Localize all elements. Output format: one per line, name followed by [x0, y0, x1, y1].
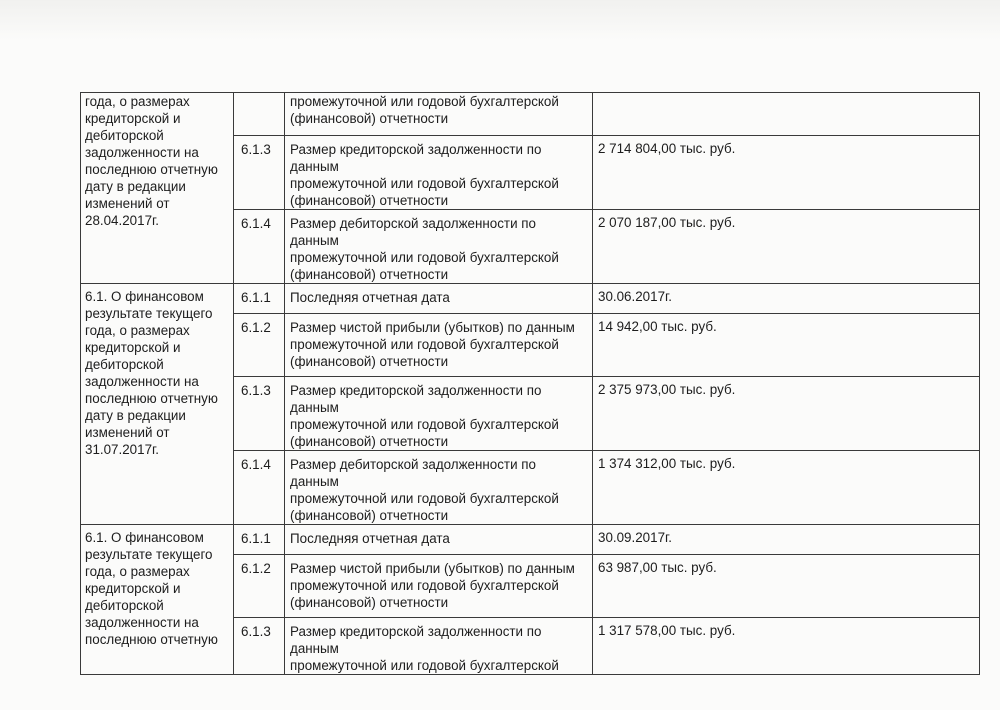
- item-description-cell: [285, 314, 593, 377]
- item-number: 6.1.2: [241, 320, 271, 335]
- item-description-cell: [285, 525, 593, 555]
- item-number-cell: [234, 284, 285, 314]
- item-number-cell: [234, 525, 285, 555]
- item-description-cell: [285, 377, 593, 451]
- item-description: Размер кредиторской задолженности по данным промежуточной или годовой бухгалтерской (финансовой) отчетности: [290, 142, 559, 208]
- item-description: Последняя отчетная дата: [290, 290, 450, 305]
- item-value-cell: [593, 377, 980, 451]
- item-number: 6.1.2: [241, 561, 271, 576]
- item-value: 1 374 312,00 тыс. руб.: [598, 456, 736, 471]
- section-title: 6.1. О финансовом результате текущего года, о размерах кредиторской и дебиторской задолженности на последнюю отчетную дату в редакции изменений от 31.07.2017г.: [85, 289, 218, 457]
- item-description: Размер чистой прибыли (убытков) по данным промежуточной или годовой бухгалтерской (финансовой) отчетности: [290, 561, 575, 610]
- item-description: Размер кредиторской задолженности по данным промежуточной или годовой бухгалтерской: [290, 624, 559, 673]
- item-value-cell: [593, 618, 980, 675]
- item-number: 6.1.1: [241, 290, 271, 305]
- item-value: 30.09.2017г.: [598, 530, 672, 545]
- item-number: 6.1.1: [241, 531, 271, 546]
- item-description: Размер кредиторской задолженности по данным промежуточной или годовой бухгалтерской (финансовой) отчетности: [290, 383, 559, 449]
- item-number: 6.1.3: [241, 383, 271, 398]
- item-value: 2 070 187,00 тыс. руб.: [598, 215, 736, 230]
- item-number-cell: [234, 93, 285, 136]
- item-number: 6.1.3: [241, 142, 271, 157]
- item-value-cell: [593, 210, 980, 284]
- item-description-cell: [285, 284, 593, 314]
- table-row: [81, 525, 980, 555]
- item-value: 1 317 578,00 тыс. руб.: [598, 623, 736, 638]
- item-value: 14 942,00 тыс. руб.: [598, 319, 717, 334]
- item-number-cell: [234, 618, 285, 675]
- table-row: [81, 93, 980, 136]
- item-number-cell: [234, 314, 285, 377]
- item-description-cell: [285, 93, 593, 136]
- item-description: Размер чистой прибыли (убытков) по данным промежуточной или годовой бухгалтерской (финансовой) отчетности: [290, 320, 575, 369]
- financial-results-table: [80, 92, 980, 675]
- item-number-cell: [234, 377, 285, 451]
- item-value: 30.06.2017г.: [598, 289, 672, 304]
- section-title-cell: [81, 93, 234, 284]
- item-value: 63 987,00 тыс. руб.: [598, 560, 717, 575]
- item-value-cell: [593, 525, 980, 555]
- item-value-cell: [593, 314, 980, 377]
- item-description: Размер дебиторской задолженности по данным промежуточной или годовой бухгалтерской (финансовой) отчетности: [290, 216, 559, 282]
- item-description-cell: [285, 210, 593, 284]
- scan-edge-shadow: [0, 0, 1000, 40]
- table-row: [81, 284, 980, 314]
- item-description: промежуточной или годовой бухгалтерской (финансовой) отчетности: [290, 94, 559, 126]
- item-value-cell: [593, 284, 980, 314]
- item-number-cell: [234, 451, 285, 525]
- item-value-cell: [593, 451, 980, 525]
- item-description-cell: [285, 451, 593, 525]
- section-title-cell: [81, 284, 234, 525]
- item-value: 2 375 973,00 тыс. руб.: [598, 382, 736, 397]
- item-number-cell: [234, 136, 285, 210]
- item-number: 6.1.4: [241, 216, 271, 231]
- section-title: 6.1. О финансовом результате текущего года, о размерах кредиторской и дебиторской задолженности на последнюю отчетную: [85, 530, 218, 647]
- item-description-cell: [285, 136, 593, 210]
- item-number: 6.1.4: [241, 457, 271, 472]
- item-number-cell: [234, 210, 285, 284]
- section-title: года, о размерах кредиторской и дебиторской задолженности на последнюю отчетную дату в редакции изменений от 28.04.2017г.: [85, 94, 218, 228]
- item-value-cell: [593, 93, 980, 136]
- section-title-cell: [81, 525, 234, 675]
- item-description: Последняя отчетная дата: [290, 531, 450, 546]
- item-value: 2 714 804,00 тыс. руб.: [598, 141, 736, 156]
- item-description-cell: [285, 555, 593, 618]
- item-number: 6.1.3: [241, 624, 271, 639]
- item-value-cell: [593, 555, 980, 618]
- item-description-cell: [285, 618, 593, 675]
- item-description: Размер дебиторской задолженности по данным промежуточной или годовой бухгалтерской (финансовой) отчетности: [290, 457, 559, 523]
- item-value-cell: [593, 136, 980, 210]
- item-number-cell: [234, 555, 285, 618]
